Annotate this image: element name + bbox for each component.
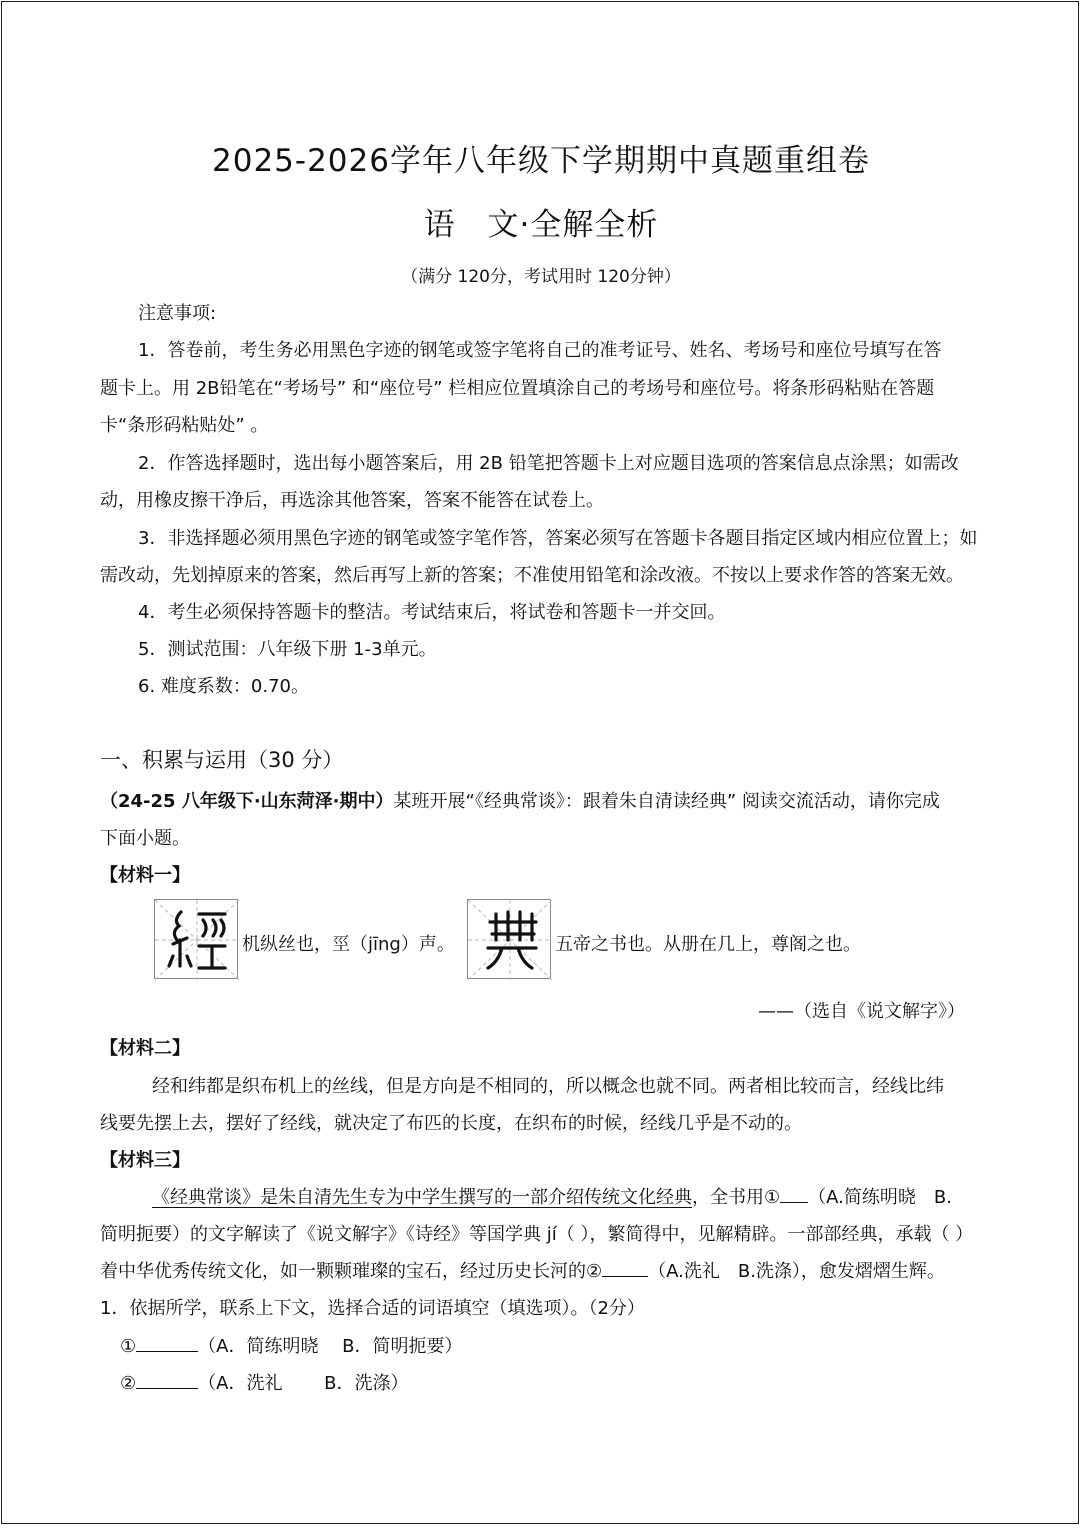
material2-line: 线要先摆上去，摆好了经线，就决定了布匹的长度，在织布的时候，经线几乎是不动的。 xyxy=(100,1113,802,1134)
answer-blank-2[interactable] xyxy=(136,1370,198,1389)
note-line: 动，用橡皮擦干净后，再选涂其他答案，答案不能答在试卷上。 xyxy=(100,490,604,511)
notes-heading: 注意事项: xyxy=(138,303,217,324)
material3-line-1 xyxy=(152,1183,952,1209)
note-line: 3．非选择题必须用黑色字迹的钢笔或签字笔作答，答案必须写在答题卡各题目指定区域内相应位置上；如 xyxy=(138,528,978,549)
book-intro-underlined: 《经典常谈》是朱自清先生专为中学生撰写的一部介绍传统文化经典 xyxy=(152,1187,692,1208)
fill-blank-2[interactable] xyxy=(602,1258,648,1277)
note-line: 需改动，先划掉原来的答案，然后再写上新的答案；不准使用铅笔和涂改液。不按以上要求作答的答案无效。 xyxy=(100,565,964,586)
note-line: 2．作答选择题时，选出每小题答案后，用 2B 铅笔把答题卡上对应题目选项的答案信息点涂黑；如需改 xyxy=(138,453,959,474)
glyph2-caption: 五帝之书也。从册在几上，尊阁之也。 xyxy=(555,934,861,955)
question1-option-1 xyxy=(120,1332,463,1358)
note-line: 卡“条形码粘贴处” 。 xyxy=(100,415,269,436)
seal-glyph-dian xyxy=(468,900,552,980)
note-line: 6. 难度系数：0.70。 xyxy=(138,676,309,697)
question1-option-2 xyxy=(120,1369,409,1395)
option-text: （A．简练明晓 B．简明扼要） xyxy=(198,1336,463,1357)
seal-script-dian-image xyxy=(467,899,551,979)
note-line: 5．测试范围：八年级下册 1-3单元。 xyxy=(138,639,437,660)
fill-blank-1[interactable] xyxy=(780,1184,808,1203)
note-line: 题卡上。用 2B铅笔在“考场号” 和“座位号” 栏相应位置填涂自己的考场号和座位号。将条形码粘贴在答题 xyxy=(100,378,935,399)
material3-text: ，全书用① xyxy=(692,1187,781,1208)
option-text: （A．洗礼 B．洗涤） xyxy=(198,1373,409,1394)
material3-label: 【材料三】 xyxy=(100,1150,190,1171)
answer-blank-1[interactable] xyxy=(136,1333,198,1352)
section-heading: 一、积累与运用（30 分） xyxy=(100,748,344,772)
exam-page xyxy=(1,1,1079,1524)
question-intro xyxy=(100,787,940,813)
material3-text: （A.简练明晓 B. xyxy=(808,1187,952,1208)
material2-label: 【材料二】 xyxy=(100,1038,190,1059)
material3-text: 着中华优秀传统文化，如一颗颗璀璨的宝石，经过历史长河的② xyxy=(100,1261,603,1282)
note-line: 4．考生必须保持答题卡的整洁。考试结束后，将试卷和答题卡一并交回。 xyxy=(138,602,726,623)
material1-citation: ——（选自《说文解字》） xyxy=(758,1001,965,1022)
option-number: ② xyxy=(120,1373,137,1394)
exam-title: 2025-2026学年八年级下学期期中真题重组卷 xyxy=(212,143,870,179)
intro-text: 某班开展“《经典常谈》：跟着朱自清读经典” 阅读交流活动，请你完成 xyxy=(393,791,940,812)
material1-label: 【材料一】 xyxy=(100,865,190,886)
exam-subtitle: 语 文·全解全析 xyxy=(423,207,659,243)
glyph1-caption: 机纵丝也，巠（jīng）声。 xyxy=(242,934,455,955)
material3-line-3 xyxy=(100,1257,945,1283)
material3-line-2: 简明扼要）的文字解读了《说文解字》《诗经》等国学典 jí（ ），繁简得中，见解精辟。一部部经典，承载（ ） xyxy=(100,1224,974,1245)
note-line: 1．答卷前，考生务必用黑色字迹的钢笔或签字笔将自己的准考证号、姓名、考场号和座位号填写在答 xyxy=(138,340,942,361)
seal-script-jing-image xyxy=(154,899,238,979)
source-tag: （24-25 八年级下·山东菏泽·期中） xyxy=(100,791,394,812)
score-info: （满分 120分，考试用时 120分钟） xyxy=(401,267,681,287)
option-number: ① xyxy=(120,1336,137,1357)
seal-glyph-jing xyxy=(155,900,239,980)
material2-line: 经和纬都是织布机上的丝线，但是方向是不相同的，所以概念也就不同。两者相比较而言，经线比纬 xyxy=(152,1076,944,1097)
intro-text-2: 下面小题。 xyxy=(100,828,190,849)
material3-text: （A.洗礼 B.洗涤），愈发熠熠生辉。 xyxy=(648,1261,945,1282)
question1-stem: 1．依据所学，联系上下文，选择合适的词语填空（填选项）。（2分） xyxy=(100,1298,645,1319)
